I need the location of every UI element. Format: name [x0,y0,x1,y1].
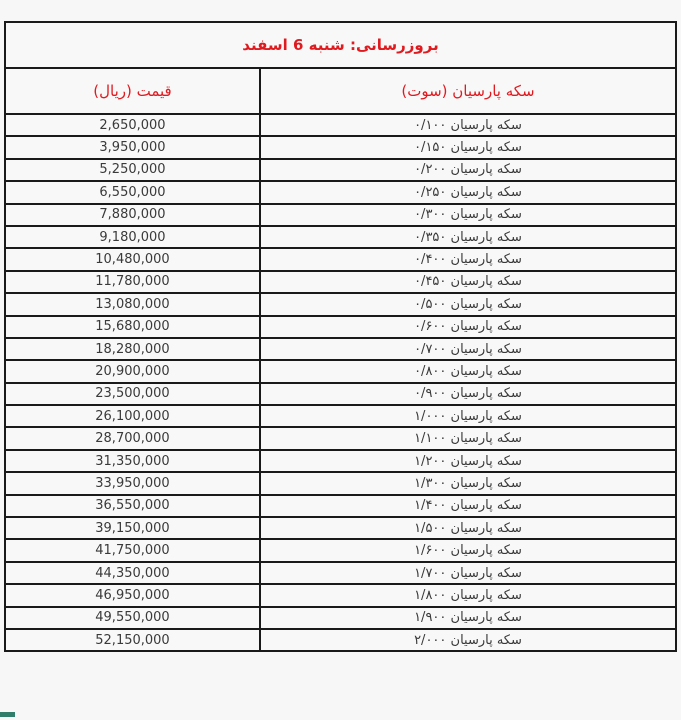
coin-name-cell: سکه پارسیان ۱/۸۰۰ [260,584,676,606]
coin-name-cell: سکه پارسیان ۰/۵۰۰ [260,293,676,315]
price-cell: 46,950,000 [5,584,260,606]
table-body [5,114,676,651]
update-banner-row [5,22,676,68]
price-cell: 39,150,000 [5,517,260,539]
table-row [5,517,676,539]
coin-name-cell: سکه پارسیان ۰/۴۵۰ [260,271,676,293]
price-cell: 6,550,000 [5,181,260,203]
price-cell: 31,350,000 [5,450,260,472]
price-cell: 20,900,000 [5,360,260,382]
table-row [5,427,676,449]
price-cell: 18,280,000 [5,338,260,360]
coin-name-cell: سکه پارسیان ۰/۶۰۰ [260,316,676,338]
table-row [5,293,676,315]
table-row [5,271,676,293]
coin-name-cell: سکه پارسیان ۱/۵۰۰ [260,517,676,539]
column-header-coin: سکه پارسیان (سوت) [260,68,676,114]
coin-name-cell: سکه پارسیان ۰/۷۰۰ [260,338,676,360]
price-cell: 52,150,000 [5,629,260,651]
coin-name-cell: سکه پارسیان ۱/۲۰۰ [260,450,676,472]
table-row [5,607,676,629]
coin-name-cell: سکه پارسیان ۲/۰۰۰ [260,629,676,651]
table-row [5,226,676,248]
table-row [5,114,676,136]
table-row [5,248,676,270]
table-row [5,159,676,181]
price-cell: 33,950,000 [5,472,260,494]
coin-price-table [4,21,677,652]
table-row [5,338,676,360]
price-cell: 3,950,000 [5,136,260,158]
price-cell: 13,080,000 [5,293,260,315]
table-row [5,316,676,338]
coin-name-cell: سکه پارسیان ۱/۳۰۰ [260,472,676,494]
coin-name-cell: سکه پارسیان ۰/۴۰۰ [260,248,676,270]
coin-name-cell: سکه پارسیان ۰/۹۰۰ [260,383,676,405]
coin-name-cell: سکه پارسیان ۰/۳۰۰ [260,204,676,226]
price-cell: 41,750,000 [5,539,260,561]
coin-name-cell: سکه پارسیان ۱/۷۰۰ [260,562,676,584]
coin-name-cell: سکه پارسیان ۱/۶۰۰ [260,539,676,561]
column-header-price: قیمت (ریال) [5,68,260,114]
table-row [5,495,676,517]
price-cell: 5,250,000 [5,159,260,181]
coin-name-cell: سکه پارسیان ۱/۱۰۰ [260,427,676,449]
coin-name-cell: سکه پارسیان ۱/۹۰۰ [260,607,676,629]
price-cell: 36,550,000 [5,495,260,517]
table-row [5,136,676,158]
price-cell: 7,880,000 [5,204,260,226]
table-row [5,383,676,405]
table-row [5,405,676,427]
table-row [5,472,676,494]
coin-name-cell: سکه پارسیان ۰/۱۵۰ [260,136,676,158]
price-cell: 15,680,000 [5,316,260,338]
coin-name-cell: سکه پارسیان ۰/۲۵۰ [260,181,676,203]
table-row [5,181,676,203]
table-row [5,584,676,606]
price-cell: 10,480,000 [5,248,260,270]
table-head [5,22,676,114]
column-header-row [5,68,676,114]
table-row [5,204,676,226]
coin-name-cell: سکه پارسیان ۰/۱۰۰ [260,114,676,136]
table-row [5,450,676,472]
table-row [5,629,676,651]
price-cell: 9,180,000 [5,226,260,248]
price-cell: 44,350,000 [5,562,260,584]
price-cell: 11,780,000 [5,271,260,293]
coin-name-cell: سکه پارسیان ۰/۲۰۰ [260,159,676,181]
price-cell: 49,550,000 [5,607,260,629]
coin-name-cell: سکه پارسیان ۱/۴۰۰ [260,495,676,517]
cut-off-page-element [0,712,15,717]
table-row [5,360,676,382]
coin-name-cell: سکه پارسیان ۱/۰۰۰ [260,405,676,427]
price-cell: 28,700,000 [5,427,260,449]
price-cell: 26,100,000 [5,405,260,427]
update-date-title: بروزرسانی: شنبه 6 اسفند [5,22,676,68]
coin-name-cell: سکه پارسیان ۰/۳۵۰ [260,226,676,248]
price-cell: 2,650,000 [5,114,260,136]
price-cell: 23,500,000 [5,383,260,405]
table-row [5,539,676,561]
table-row [5,562,676,584]
coin-name-cell: سکه پارسیان ۰/۸۰۰ [260,360,676,382]
